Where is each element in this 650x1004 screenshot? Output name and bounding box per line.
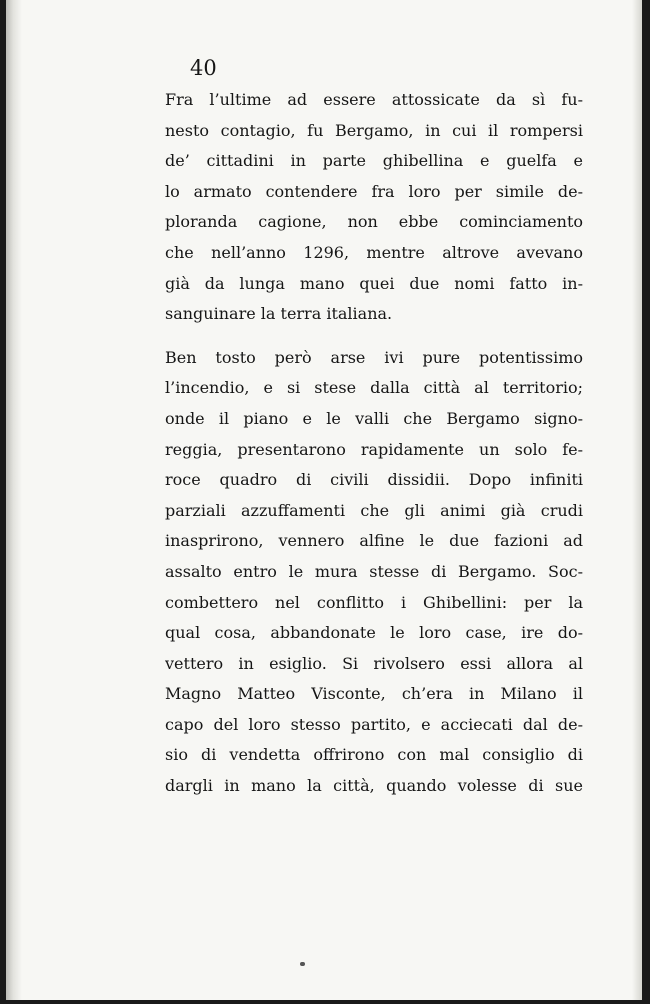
text-line: lo armato contendere fra loro per simile de- [165,181,583,201]
text-line: inasprirono, vennero alfine le due fazioni ad [165,531,583,551]
text-line: Magno Matteo Visconte, ch’era in Milano il [165,684,583,704]
text-line: già da lunga mano quei due nomi fatto in- [165,273,583,293]
text-line: de’ cittadini in parte ghibellina e guelfa e [165,151,583,171]
paragraph-gap [165,330,583,343]
text-line: vettero in esiglio. Si rivolsero essi allora al [165,653,583,673]
text-line-last: sanguinare la terra italiana. [165,304,393,324]
text-line: dargli in mano la città, quando volesse di sue [165,776,583,796]
text-line: sio di vendetta offrirono con mal consiglio di [165,745,583,765]
paragraph-2 [165,343,583,802]
text-line: che nell’anno 1296, mentre altrove avevano [165,242,583,262]
text-line: Ben tosto però arse ivi pure potentissimo [165,347,583,367]
paragraph-1 [165,85,583,330]
ink-speck [300,962,305,966]
page-edge-shadow [632,0,642,1000]
page-spine-shadow [6,0,22,1000]
body-text [165,85,583,802]
text-line: onde il piano e le valli che Bergamo signo- [165,408,583,428]
text-line: l’incendio, e si stese dalla città al territorio; [165,378,583,398]
text-line: ploranda cagione, non ebbe cominciamento [165,212,583,232]
text-line: Fra l’ultime ad essere attossicate da sì fu- [165,90,583,109]
text-line: capo del loro stesso partito, e acciecati dal de- [165,714,583,734]
text-line: combettero nel conflitto i Ghibellini: per la [165,592,583,612]
page-number: 40 [190,56,217,80]
text-line: roce quadro di civili dissidii. Dopo infiniti [165,470,583,490]
book-page [6,0,642,1000]
text-line: reggia, presentarono rapidamente un solo fe- [165,439,583,459]
text-line: nesto contagio, fu Bergamo, in cui il rompersi [165,120,583,140]
text-line: parziali azzuffamenti che gli animi già crudi [165,500,583,520]
text-line: qual cosa, abbandonate le loro case, ire do- [165,623,583,643]
text-line: assalto entro le mura stesse di Bergamo. Soc- [165,561,583,581]
